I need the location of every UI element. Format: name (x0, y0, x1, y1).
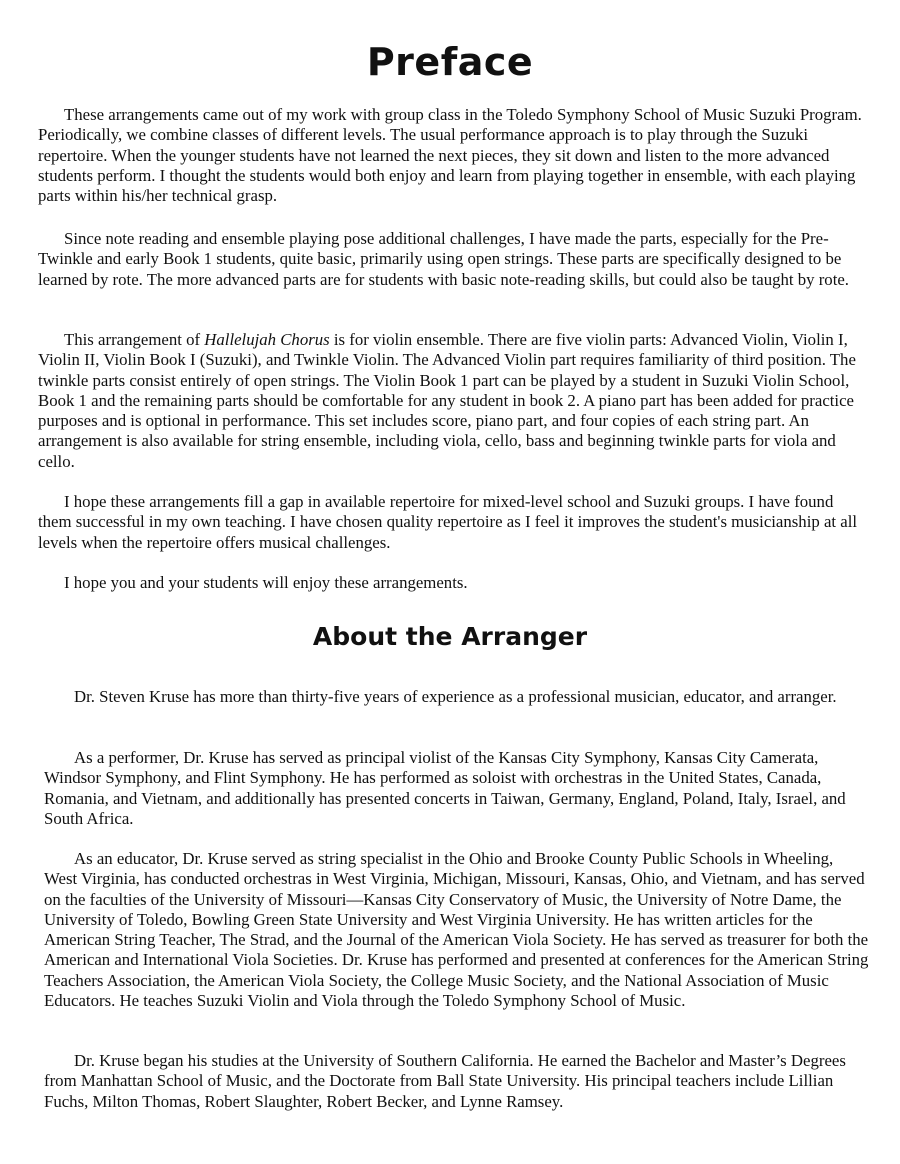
page-title: Preface (366, 40, 534, 84)
arranger-paragraph-2: As a performer, Dr. Kruse has served as principal violist of the Kansas City Symphony, Kansas City Camerata, Windsor Symphony, and Flint Symphony. He has performed as soloist with orchestras in the United States, Canada, Romania, and Vietnam, and additionally has presented concerts in Taiwan, Germany, England, Poland, Italy, Israel, and South Africa. (44, 748, 846, 828)
preface-paragraph-3-body: is for violin ensemble. There are five violin parts: Advanced Violin, Violin I, Violin II, Violin Book I (Suzuki), and Twinkle Violin. The Advanced Violin part requires familiarity of third position. The twinkle parts consist entirely of open strings. The Violin Book 1 part can be played by a student in Suzuki Violin School, Book 1 and the remaining parts should be comfortable for any student in book 2. A piano part has been added for practice purposes and is optional in performance. This set includes score, piano part, and four copies of each string part. An arrangement is also available for string ensemble, including viola, cello, bass and beginning twinkle parts for viola and cello. (38, 330, 856, 471)
arranger-paragraph-1: Dr. Steven Kruse has more than thirty-five years of experience as a professional musician, educator, and arranger. (74, 687, 837, 706)
arranger-paragraph-3: As an educator, Dr. Kruse served as string specialist in the Ohio and Brooke County Public Schools in Wheeling, West Virginia, has conducted orchestras in West Virginia, Michigan, Missouri, Kansas, Ohio, and Vietnam, and has served on the faculties of the University of Missouri—Kansas City Conservatory of Music, the University of Notre Dame, the University of Toledo, Bowling Green State University and West Virginia University. He has written articles for the American String Teacher, The Strad, and the Journal of the American Viola Society. He has served as treasurer for both the American and International Viola Societies. Dr. Kruse has performed and presented at conferences for the American String Teachers Association, the American Viola Society, the College Music Society, and the National Association of Music Educators. He teaches Suzuki Violin and Viola through the Toledo Symphony School of Music. (44, 849, 869, 1011)
preface-paragraph-3-lead: This arrangement of (64, 330, 205, 349)
preface-paragraph-4: I hope these arrangements fill a gap in available repertoire for mixed-level school and Suzuki groups. I have found them successful in my own teaching. I have chosen quality repertoire as I feel it improves the student's musicianship at all levels when the repertoire offers musical challenges. (38, 492, 858, 552)
piece-title: Hallelujah Chorus (204, 330, 330, 349)
arranger-paragraph-4: Dr. Kruse began his studies at the University of Southern California. He earned the Bachelor and Master’s Degrees from Manhattan School of Music, and the Doctorate from Ball State University. His principal teachers include Lillian Fuchs, Milton Thomas, Robert Slaughter, Robert Becker, and Lynne Ramsey. (44, 1051, 846, 1111)
preface-paragraph-2: Since note reading and ensemble playing pose additional challenges, I have made the parts, especially for the Pre-Twinkle and early Book 1 students, quite basic, primarily using open strings. These parts are specifically designed to be learned by rote. The more advanced parts are for students with basic note-reading skills, but could also be taught by rote. (38, 229, 850, 289)
preface-paragraph-1: These arrangements came out of my work with group class in the Toledo Symphony School of Music Suzuki Program. Periodically, we combine classes of different levels. The usual performance approach is to play through the Suzuki repertoire. When the younger students have not learned the next pieces, they sit down and listen to the more advanced students perform. I thought the students would both enjoy and learn from playing together in ensemble, with each playing parts within his/her technical grasp. (38, 105, 862, 206)
preface-paragraph-3 (38, 330, 864, 472)
section-title: About the Arranger (312, 622, 588, 651)
preface-paragraph-5: I hope you and your students will enjoy these arrangements. (64, 573, 468, 592)
